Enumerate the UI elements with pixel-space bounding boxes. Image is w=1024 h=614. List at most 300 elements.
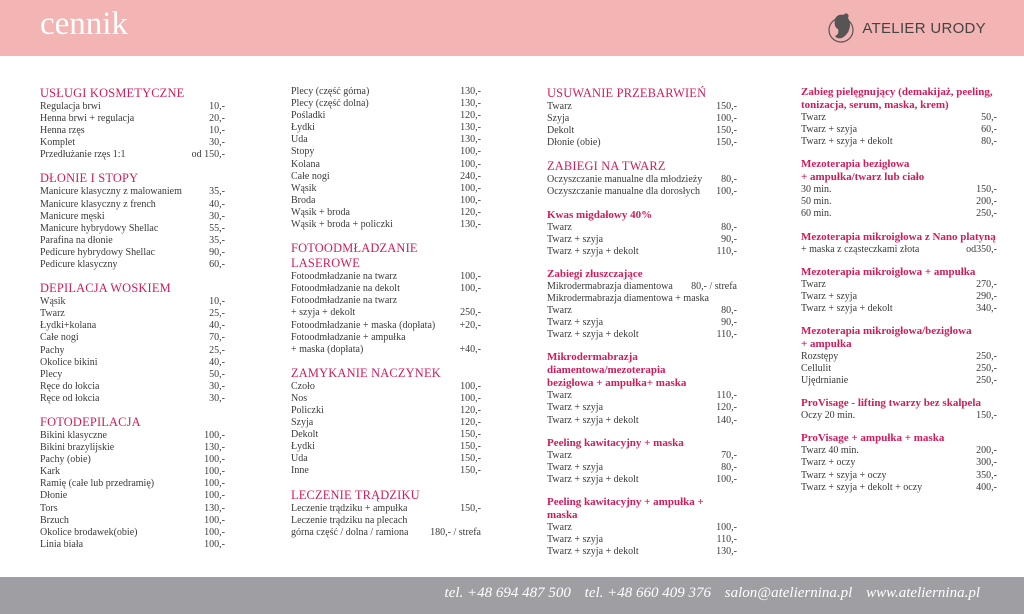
price-row <box>291 271 481 283</box>
price-row <box>291 441 481 453</box>
service-price: 100,- <box>204 454 225 466</box>
price-section <box>801 397 997 422</box>
service-name: Mikrodermabrazja diamentowa <box>547 280 673 292</box>
price-row <box>547 113 737 125</box>
service-price: 100,- <box>460 380 481 392</box>
price-row <box>801 112 997 124</box>
service-price: 250,- <box>976 208 997 220</box>
service-price: 150,- <box>716 137 737 149</box>
service-name: Stopy <box>291 146 315 158</box>
price-row <box>547 317 737 329</box>
service-name: Okolice bikini <box>40 356 98 368</box>
service-price: 110,- <box>716 245 737 257</box>
price-row <box>291 465 481 477</box>
price-row <box>291 122 481 134</box>
section-heading: FOTODEPILACJA <box>40 414 141 429</box>
price-row <box>801 375 997 387</box>
service-name: Policzki <box>291 404 324 416</box>
service-name: Łydki <box>291 122 315 134</box>
service-name: Fotoodmładzanie na twarz <box>291 295 398 307</box>
service-price: 100,- <box>460 271 481 283</box>
service-price: 50,- <box>981 112 997 123</box>
contact-info <box>435 585 980 602</box>
price-row <box>291 344 481 356</box>
service-name: Łydki <box>291 441 315 453</box>
service-name: Komplet <box>40 137 75 149</box>
price-row <box>547 402 737 414</box>
service-price: 70,- <box>209 332 225 344</box>
service-price: 120,- <box>716 402 737 414</box>
service-price: 100,- <box>204 466 225 478</box>
price-row <box>40 211 225 223</box>
service-name: Dłonie <box>40 490 68 502</box>
price-row <box>547 293 737 305</box>
service-price: 130,- <box>204 502 225 514</box>
service-name: Dekolt <box>547 125 575 137</box>
service-name: Wąsik + broda + policzki <box>291 219 393 231</box>
price-row <box>40 101 225 113</box>
service-price: od350,- <box>966 243 997 255</box>
price-row <box>40 186 225 198</box>
service-price: 100,- <box>460 283 481 295</box>
footer-bar <box>0 577 1024 614</box>
service-name: Twarz + szyja <box>547 317 604 329</box>
service-price: 25,- <box>209 344 225 356</box>
service-price: 80,- / strefa <box>691 280 737 292</box>
service-price: 130,- <box>716 546 737 558</box>
service-name: Bikini klasyczne <box>40 429 107 441</box>
service-name: Twarz + szyja <box>547 233 604 245</box>
service-price: 20,- <box>209 113 225 125</box>
service-name: Szyja <box>547 113 570 125</box>
service-name: Twarz <box>801 112 826 123</box>
brand-name: ATELIER URODY <box>862 19 986 37</box>
service-name: Henna brwi + regulacja <box>40 113 135 125</box>
price-row <box>801 457 997 469</box>
price-row <box>291 320 481 332</box>
price-row <box>40 113 225 125</box>
service-price: 150,- <box>460 429 481 441</box>
price-row <box>40 235 225 247</box>
service-price: 150,- <box>716 101 737 112</box>
price-section <box>801 86 997 148</box>
price-row <box>547 329 737 341</box>
section-heading: Mezoterapia mikroigłowa/bezigłowa + ampułka <box>801 324 972 350</box>
phone-2[interactable]: tel. +48 660 409 376 <box>584 585 712 601</box>
service-name: Broda <box>291 194 316 206</box>
service-price: 100,- <box>204 490 225 502</box>
price-section <box>547 159 737 198</box>
price-section <box>547 209 737 258</box>
section-heading: DŁONIE I STOPY <box>40 171 139 186</box>
service-name: Twarz + szyja + dekolt <box>801 136 893 148</box>
service-name: Twarz 40 min. <box>801 445 859 457</box>
price-row <box>291 183 481 195</box>
service-name: Leczenie trądziku na plecach <box>291 514 408 526</box>
service-price: 250,- <box>976 363 997 375</box>
service-name: Twarz + szyja + oczy <box>801 469 887 481</box>
service-price: 90,- <box>721 317 737 329</box>
woman-profile-icon <box>826 11 856 45</box>
service-price: 350,- <box>976 469 997 481</box>
service-price: 100,- <box>460 146 481 158</box>
section-heading: ZABIEGI NA TWARZ <box>547 159 666 174</box>
service-name: Twarz <box>547 101 572 112</box>
price-column-1 <box>40 86 225 551</box>
price-column-3 <box>547 86 737 558</box>
price-column-2 <box>291 86 481 539</box>
service-name: Twarz + szyja + dekolt <box>547 329 639 341</box>
service-price: 80,- <box>721 461 737 473</box>
service-price: 10,- <box>209 296 225 308</box>
price-row <box>801 470 997 482</box>
service-name: Manicure hybrydowy Shellac <box>40 222 159 234</box>
price-row <box>40 320 225 332</box>
service-name: Twarz <box>40 308 65 320</box>
price-section <box>40 281 225 405</box>
service-price: 130,- <box>204 442 225 454</box>
price-row <box>291 195 481 207</box>
price-row <box>547 534 737 546</box>
price-row <box>547 281 737 293</box>
price-row <box>547 546 737 558</box>
price-row <box>801 445 997 457</box>
price-row <box>547 125 737 137</box>
service-name: Twarz + szyja + dekolt <box>547 414 639 426</box>
price-row <box>40 125 225 137</box>
price-section <box>40 415 225 551</box>
service-price: 100,- <box>204 478 225 490</box>
service-price: 250,- <box>460 307 481 319</box>
section-heading: ProVisage + ampułka + maska <box>801 432 945 445</box>
price-section <box>801 325 997 387</box>
service-name: 60 min. <box>801 208 832 220</box>
section-heading: Mezoterapia mikroigłowa z Nano platyną <box>801 230 996 243</box>
service-name: Twarz + szyja + dekolt <box>547 245 639 257</box>
price-section <box>291 488 481 539</box>
service-name: Twarz + szyja <box>547 533 604 545</box>
service-price: 150,- <box>460 441 481 453</box>
price-row <box>291 86 481 98</box>
service-price: 120,- <box>460 417 481 429</box>
service-price: 100,- <box>716 521 737 533</box>
price-row <box>40 490 225 502</box>
service-name: Ramię (całe lub przedramię) <box>40 478 155 490</box>
service-price: od 150,- <box>191 149 225 161</box>
service-price: 150,- <box>460 502 481 514</box>
service-price: 100,- <box>204 526 225 538</box>
price-section <box>801 158 997 220</box>
service-price: 120,- <box>460 110 481 122</box>
service-price: 200,- <box>976 196 997 208</box>
service-name: Twarz <box>547 449 572 461</box>
price-row <box>291 159 481 171</box>
email-link[interactable]: salon@ateliernina.pl <box>724 585 853 601</box>
service-price: 100,- <box>204 538 225 550</box>
section-heading: Zabieg pielęgnujący (demakijaż, peeling, tonizacja, serum, maska, krem) <box>801 86 993 111</box>
service-name: Wąsik + broda <box>291 206 350 218</box>
service-price: 250,- <box>976 350 997 362</box>
service-price: 35,- <box>209 186 225 198</box>
service-name: Nos <box>291 392 308 404</box>
service-price: 25,- <box>209 308 225 320</box>
service-name: 30 min. <box>801 184 832 196</box>
price-section <box>291 241 481 356</box>
section-heading: USŁUGI KOSMETYCZNE <box>40 86 185 100</box>
service-price: 270,- <box>976 278 997 290</box>
service-price: 80,- <box>721 174 737 186</box>
header-bar <box>0 0 1024 56</box>
price-row <box>801 196 997 208</box>
price-row <box>40 539 225 551</box>
service-price: 130,- <box>460 219 481 231</box>
service-name: + maska (dopłata) <box>291 343 364 355</box>
service-name: Dłonie (obie) <box>547 137 601 149</box>
section-heading: DEPILACJA WOSKIEM <box>40 281 171 296</box>
price-row <box>291 527 481 539</box>
service-name: Pachy (obie) <box>40 454 91 466</box>
price-row <box>547 186 737 198</box>
service-price: 100,- <box>204 429 225 441</box>
service-price: 150,- <box>460 465 481 477</box>
service-price: 40,- <box>209 356 225 368</box>
service-name: Pośladki <box>291 110 326 122</box>
service-name: Czoło <box>291 380 315 392</box>
service-name: Uda <box>291 453 308 465</box>
service-name: Uda <box>291 134 308 146</box>
price-row <box>40 369 225 381</box>
service-name: Regulacja brwi <box>40 101 101 112</box>
service-price: 130,- <box>460 122 481 134</box>
service-name: Oczyszczanie manualne dla młodzieży <box>547 174 703 186</box>
service-name: Ręce do łokcia <box>40 380 100 392</box>
service-price: 100,- <box>716 186 737 198</box>
price-row <box>40 332 225 344</box>
service-price: 90,- <box>721 233 737 245</box>
service-name: Rozstępy <box>801 350 839 362</box>
price-row <box>291 110 481 122</box>
section-heading: Zabiegi złuszczające <box>547 267 643 280</box>
service-price: 100,- <box>460 392 481 404</box>
price-section <box>547 86 737 149</box>
price-row <box>291 146 481 158</box>
service-name: + maska z cząsteczkami złota <box>801 243 920 255</box>
price-row <box>547 101 737 113</box>
service-name: Brzuch <box>40 514 69 526</box>
section-heading: Kwas migdałowy 40% <box>547 208 653 221</box>
service-name: Twarz <box>547 221 572 233</box>
service-price: 80,- <box>721 305 737 317</box>
service-name: Cellulit <box>801 363 831 375</box>
service-price: 100,- <box>716 473 737 485</box>
price-row <box>801 184 997 196</box>
service-price: 80,- <box>721 221 737 233</box>
price-row <box>801 124 997 136</box>
service-price: 240,- <box>460 170 481 182</box>
service-price: +40,- <box>459 343 481 355</box>
price-row <box>801 303 997 315</box>
price-row <box>40 149 225 161</box>
service-name: Twarz + szyja + dekolt <box>801 302 893 314</box>
service-price: 110,- <box>716 390 737 402</box>
section-heading: Peeling kawitacyjny + ampułka + maska <box>547 495 704 521</box>
price-row <box>291 332 481 344</box>
brand <box>826 10 986 46</box>
price-row <box>40 357 225 369</box>
service-name: Twarz + szyja <box>801 124 858 136</box>
service-name: Ręce od łokcia <box>40 392 100 404</box>
price-row <box>801 208 997 220</box>
price-row <box>291 219 481 231</box>
service-name: Okolice brodawek(obie) <box>40 526 138 538</box>
service-price: 400,- <box>976 481 997 493</box>
service-name: Twarz + szyja + dekolt <box>547 473 639 485</box>
price-section <box>801 432 997 493</box>
website-link[interactable]: www.ateliernina.pl <box>866 585 980 601</box>
price-row <box>801 136 997 148</box>
service-name: Manicure męski <box>40 210 105 222</box>
service-price: 120,- <box>460 404 481 416</box>
price-section <box>547 496 737 558</box>
price-row <box>40 515 225 527</box>
price-section <box>40 86 225 161</box>
service-name: Fotoodmładzanie + ampułka <box>291 331 406 343</box>
service-name: Twarz + szyja + dekolt + oczy <box>801 481 923 493</box>
service-price: 100,- <box>716 113 737 125</box>
service-price: 60,- <box>981 124 997 136</box>
service-price: 100,- <box>460 158 481 170</box>
price-row <box>291 283 481 295</box>
service-name: Wąsik <box>40 296 66 308</box>
price-column-4 <box>801 86 997 494</box>
service-price: 290,- <box>976 290 997 302</box>
service-price: 250,- <box>976 375 997 387</box>
service-price: 55,- <box>209 222 225 234</box>
service-price: 40,- <box>209 198 225 210</box>
price-row <box>291 171 481 183</box>
price-row <box>40 454 225 466</box>
service-price: 110,- <box>716 329 737 341</box>
price-row <box>40 247 225 259</box>
price-section <box>547 437 737 486</box>
service-name: Kark <box>40 466 60 478</box>
service-name: Oczy 20 min. <box>801 410 856 422</box>
price-row <box>40 478 225 490</box>
service-price: 30,- <box>209 137 225 149</box>
service-price: 130,- <box>460 86 481 97</box>
service-price: 180,- / strefa <box>430 526 481 538</box>
service-name: Bikini brazylijskie <box>40 442 115 454</box>
service-name: Twarz <box>547 390 572 402</box>
section-heading: ProVisage - lifting twarzy bez skalpela <box>801 397 981 410</box>
price-section <box>547 268 737 341</box>
service-name: Twarz + szyja <box>547 402 604 414</box>
service-price: 60,- <box>209 259 225 271</box>
service-name: Wąsik <box>291 182 317 194</box>
service-price: +20,- <box>459 319 481 331</box>
service-price: 110,- <box>716 533 737 545</box>
price-row <box>291 307 481 319</box>
service-name: Leczenie trądziku + ampułka <box>291 502 408 514</box>
price-row <box>291 417 481 429</box>
service-price: 10,- <box>209 125 225 137</box>
service-price: 100,- <box>460 194 481 206</box>
price-row <box>291 453 481 465</box>
price-row <box>40 308 225 320</box>
price-section <box>547 351 737 426</box>
service-name: Pedicure hybrydowy Shellac <box>40 246 155 258</box>
price-row <box>547 137 737 149</box>
price-row <box>291 98 481 110</box>
service-price: 10,- <box>209 101 225 112</box>
price-row <box>291 429 481 441</box>
section-heading: LECZENIE TRĄDZIKU <box>291 487 420 502</box>
price-section <box>291 366 481 478</box>
service-price: 70,- <box>721 449 737 461</box>
price-row <box>801 351 997 363</box>
price-row <box>547 174 737 186</box>
service-name: Twarz + szyja + dekolt <box>547 546 639 558</box>
price-row <box>291 503 481 515</box>
service-price: 30,- <box>209 380 225 392</box>
price-row <box>547 474 737 486</box>
price-row <box>291 295 481 307</box>
price-row <box>40 430 225 442</box>
service-price: 150,- <box>716 125 737 137</box>
service-price: 150,- <box>976 410 997 422</box>
price-row <box>291 381 481 393</box>
service-name: Linia biała <box>40 538 84 550</box>
service-price: 200,- <box>976 445 997 457</box>
price-row <box>547 522 737 534</box>
service-name: Twarz + szyja <box>547 461 604 473</box>
phone-1[interactable]: tel. +48 694 487 500 <box>444 585 571 601</box>
service-price: 150,- <box>976 184 997 196</box>
service-name: górna część / dolna / ramiona <box>291 526 409 538</box>
price-row <box>40 527 225 539</box>
service-price: 50,- <box>209 368 225 380</box>
service-price: 100,- <box>204 514 225 526</box>
page-title: cennik <box>40 6 128 42</box>
service-price: 130,- <box>460 98 481 110</box>
service-name: Pachy <box>40 344 65 356</box>
service-name: Plecy <box>40 368 63 380</box>
price-row <box>40 259 225 271</box>
service-name: Twarz + oczy <box>801 457 856 469</box>
price-row <box>801 244 997 256</box>
service-name: Tors <box>40 502 58 514</box>
price-row <box>40 393 225 405</box>
price-row <box>801 482 997 494</box>
price-row <box>40 137 225 149</box>
price-row <box>547 222 737 234</box>
service-price: 340,- <box>976 302 997 314</box>
price-row <box>40 381 225 393</box>
service-name: Plecy (część dolna) <box>291 98 369 110</box>
section-heading: ZAMYKANIE NACZYNEK <box>291 365 441 380</box>
price-row <box>801 363 997 375</box>
service-name: Całe nogi <box>291 170 330 182</box>
section-heading: USUWANIE PRZEBARWIEŃ <box>547 86 707 100</box>
price-row <box>40 296 225 308</box>
price-row <box>547 462 737 474</box>
section-heading: Mezoterapia bezigłowa + ampułka/twarz lub ciało <box>801 158 925 184</box>
price-row <box>801 279 997 291</box>
service-price: 30,- <box>209 392 225 404</box>
service-name: Manicure klasyczny z malowaniem <box>40 186 182 198</box>
price-row <box>40 442 225 454</box>
price-row <box>547 450 737 462</box>
